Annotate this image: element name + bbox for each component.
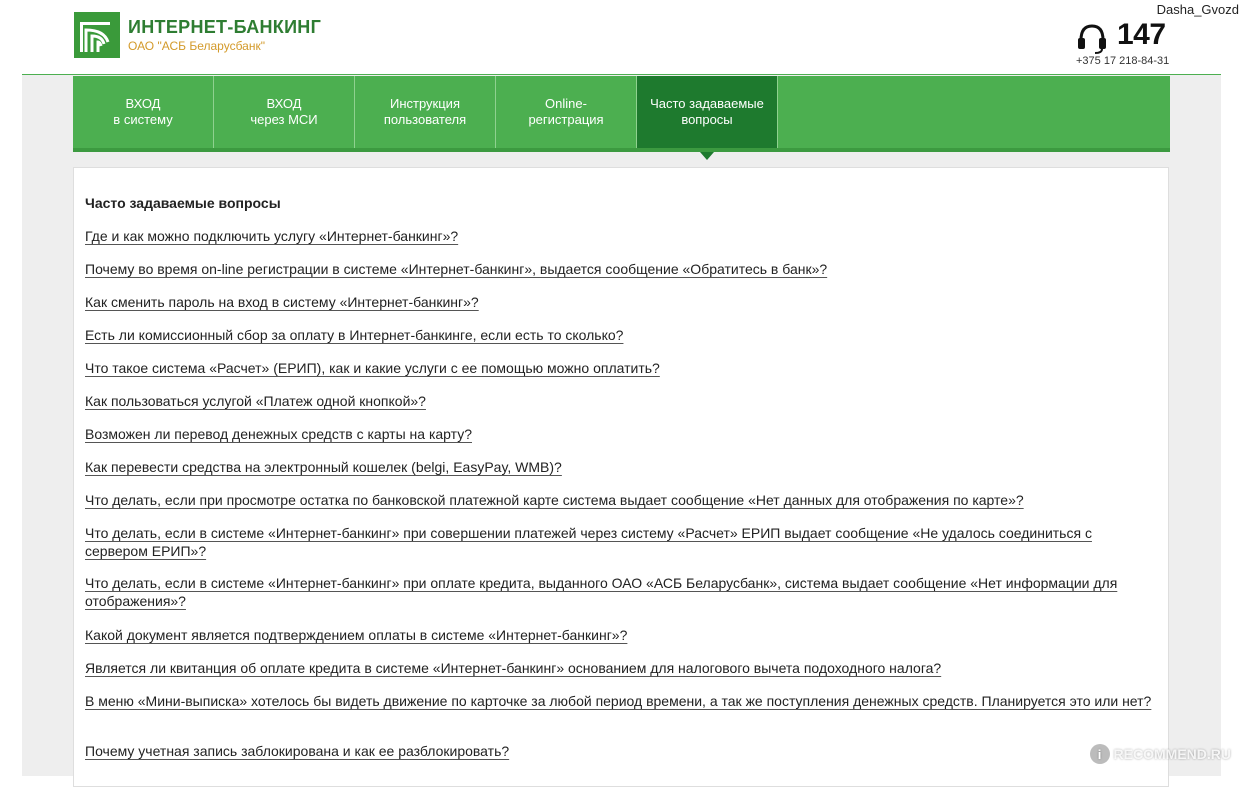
faq-question-link[interactable]: Как перевести средства на электронный кошелек (belgi, EasyPay, WMB)? (85, 459, 562, 475)
faq-question-link[interactable]: Где и как можно подключить услугу «Интернет-банкинг»? (85, 228, 459, 244)
faq-question-link[interactable]: Как сменить пароль на вход в систему «Интернет-банкинг»? (85, 294, 479, 310)
watermark (1090, 744, 1231, 764)
header-divider (22, 74, 1221, 75)
faq-question-link[interactable]: Есть ли комиссионный сбор за оплату в Интернет-банкинге, если есть то сколько? (85, 327, 624, 343)
nav-user-guide-label: Инструкция пользователя (383, 96, 467, 127)
nav-login[interactable] (73, 76, 214, 148)
nav-online-registration[interactable] (496, 76, 637, 148)
nav-login-msi[interactable] (214, 76, 355, 148)
nav-login-msi-label: ВХОД через МСИ (250, 96, 318, 127)
hotline-short-number: 147 (1117, 18, 1166, 51)
faq-question-link[interactable]: В меню «Мини-выписка» хотелось бы видеть движение по карточке за любой период времени, а так же поступления денежных средств. Планируется это или нет? (85, 693, 1152, 709)
nav-faq[interactable] (637, 76, 778, 148)
watermark-text: RECOMMEND.RU (1113, 746, 1231, 762)
faq-question-link[interactable]: Какой документ является подтверждением оплаты в системе «Интернет-банкинг»? (85, 627, 628, 643)
faq-question-link[interactable]: Что такое система «Расчет» (ЕРИП), как и какие услуги с ее помощью можно оплатить? (85, 360, 660, 376)
hotline-full-number: +375 17 218-84-31 (1076, 55, 1170, 67)
faq-panel (73, 167, 1169, 787)
watermark-badge-icon: i (1090, 744, 1110, 764)
faq-question-link[interactable]: Как пользоваться услугой «Платеж одной кнопкой»? (85, 393, 426, 409)
faq-question-link[interactable]: Является ли квитанция об оплате кредита в системе «Интернет-банкинг» основанием для налогового вычета подоходного налога? (85, 660, 942, 676)
faq-question-link[interactable]: Возможен ли перевод денежных средств с карты на карту? (85, 426, 472, 442)
faq-question-link[interactable]: Почему учетная запись заблокирована и как ее разблокировать? (85, 743, 510, 759)
username-label: Dasha_Gvozd (1156, 2, 1239, 17)
main-navigation (73, 76, 1170, 152)
nav-login-label: ВХОД в систему (113, 96, 173, 127)
faq-question-link[interactable]: Что делать, если в системе «Интернет-банкинг» при оплате кредита, выданного ОАО «АСБ Беларусбанк», система выдает сообщение «Нет информации для отображения»? (85, 575, 1118, 609)
nav-faq-label: Часто задаваемые вопросы (650, 96, 764, 127)
faq-question-link[interactable]: Что делать, если при просмотре остатка по банковской платежной карте система выдает сообщение «Нет данных для отображения по карте»? (85, 492, 1024, 508)
bank-logo-icon[interactable] (74, 12, 120, 58)
active-tab-caret-icon (700, 152, 714, 160)
headset-icon (1075, 22, 1109, 54)
nav-online-registration-label: Online- регистрация (528, 96, 604, 127)
page-title: Часто задаваемые вопросы (85, 195, 281, 211)
faq-question-link[interactable]: Почему во время on-line регистрации в системе «Интернет-банкинг», выдается сообщение «Обратитесь в банк»? (85, 261, 828, 277)
faq-question-link[interactable]: Что делать, если в системе «Интернет-банкинг» при совершении платежей через систему «Расчет» ЕРИП выдает сообщение «Не удалось соединиться с сервером ЕРИП»? (85, 525, 1092, 559)
brand-subtitle: ОАО "АСБ Беларусбанк" (128, 39, 265, 53)
nav-user-guide[interactable] (355, 76, 496, 148)
brand-title: ИНТЕРНЕТ-БАНКИНГ (128, 17, 322, 37)
